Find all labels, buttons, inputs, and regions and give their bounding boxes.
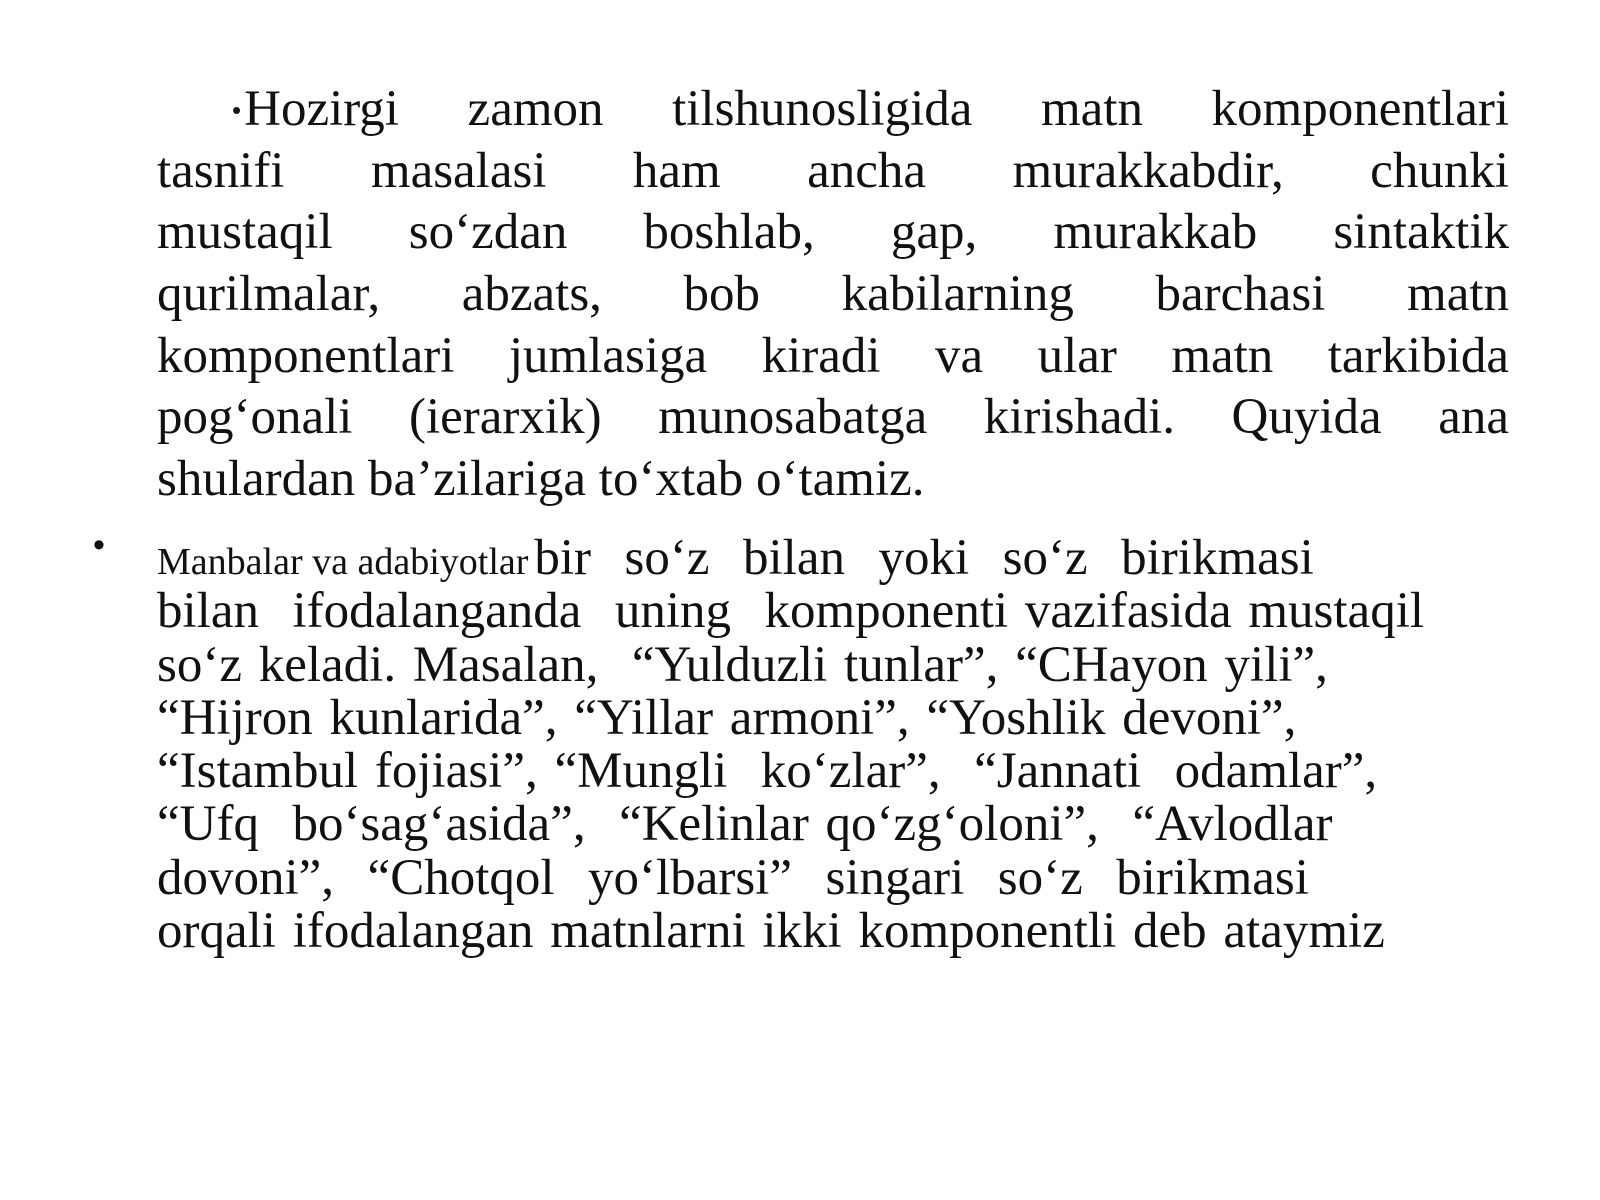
paragraph-1 — [157, 79, 1509, 511]
bullet-icon: • — [93, 526, 105, 564]
paragraph-2-line-3: so‘z keladi. Masalan, “Yulduzli tunlar”, “CHayon yili”, — [157, 636, 1328, 693]
paragraph-2 — [157, 532, 1509, 958]
paragraph-1-line-1 — [157, 79, 1509, 141]
paragraph-2-line-6: “Ufq bo‘sag‘asida”, “Kelinlar qo‘zg‘oloni”, “Avlodlar — [157, 796, 1333, 853]
paragraph-2-line-8: orqali ifodalangan matnlarni ikki komponentli deb ataymiz — [157, 903, 1385, 960]
paragraph-1-line-5: komponentlari jumlasiga kiradi va ular matn tarkibida — [157, 327, 1509, 384]
paragraph-1-line-7: shulardan ba’zilariga to‘xtab o‘tamiz. — [157, 451, 925, 508]
paragraph-2-line-7: dovoni”, “Chotqol yo‘lbarsi” singari so‘z birikmasi — [157, 849, 1309, 906]
paragraph-1-line-4: qurilmalar, abzats, bob kabilarning barchasi matn — [157, 266, 1509, 323]
paragraph-2-line-1-text: bir so‘z bilan yoki so‘z birikmasi — [534, 530, 1314, 586]
paragraph-2-line-2: bilan ifodalanganda uning komponenti vazifasida mustaqil — [157, 583, 1425, 640]
paragraph-2-lead: Manbalar va adabiyotlar — [157, 541, 529, 583]
paragraph-1-line-6: pog‘onali (ierarxik) munosabatga kirishadi. Quyida ana — [157, 389, 1509, 446]
paragraph-1-line-3: mustaqil so‘zdan boshlab, gap, murakkab sintaktik — [157, 204, 1509, 261]
paragraph-2-line-4: “Hijron kunlarida”, “Yillar armoni”, “Yoshlik devoni”, — [157, 689, 1297, 746]
paragraph-2-line-5: “Istambul fojiasi”, “Mungli ko‘zlar”, “Jannati odamlar”, — [157, 743, 1378, 800]
bullet-icon: • — [232, 95, 242, 125]
paragraph-1-line-1-text: Hozirgi zamon tilshunosligida matn komponentlari — [244, 81, 1509, 137]
paragraph-1-line-2: tasnifi masalasi ham ancha murakkabdir, chunki — [157, 142, 1509, 199]
paragraph-2-line-1 — [157, 532, 1509, 585]
